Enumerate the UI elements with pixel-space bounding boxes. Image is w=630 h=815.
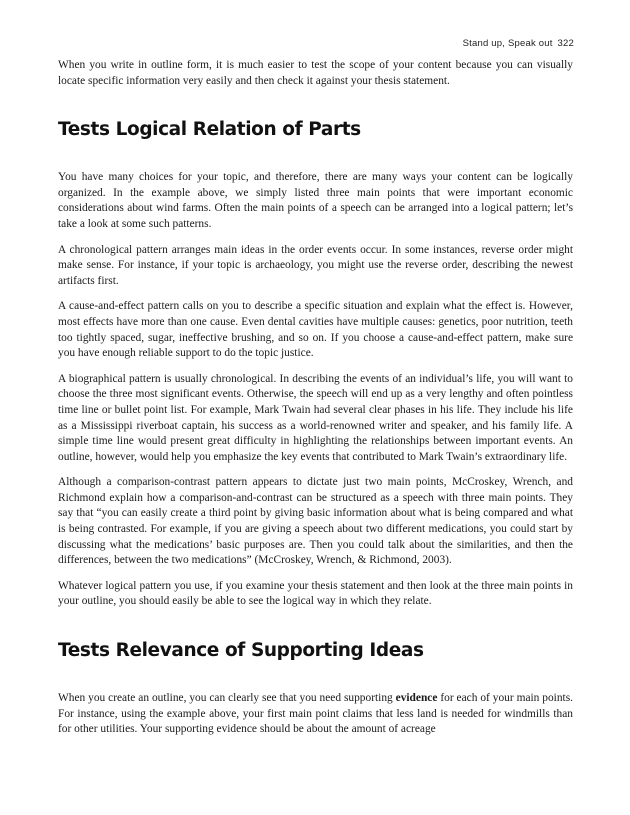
- evidence-bold-term: evidence: [395, 692, 438, 705]
- page-number: 322: [557, 38, 574, 49]
- paragraph-logical-choices: You have many choices for your topic, and therefore, there are many ways your content can be logically organized. In the example above, we simply listed three main points that were important economic considerations about wind farms. Often the main points of a speech can be arranged into a logical pattern; let’s take a look at some such patterns.: [58, 171, 573, 230]
- evidence-text-end: for each of your main points. For instance, using the example above, your first main point claims that less land is needed for windmills than for other utilities. Your supporting evidence should be about the amount of acreage: [58, 692, 573, 736]
- paragraph-cause-effect: A cause-and-effect pattern calls on you to describe a specific situation and explain what the effect is. However, most effects have more than one cause. Even dental cavities have multiple causes: genetics, poor nutrition, teeth too tightly spaced, sugar, ineffective brushing, and so on. If you choose a cause-and-effect pattern, make sure you have enough reliable support to do the topic justice.: [58, 300, 573, 360]
- intro-paragraph: When you write in outline form, it is much easier to test the scope of your content because you can visually locate specific information very easily and then check it against your thesis statement.: [58, 59, 573, 87]
- paragraph-supporting-evidence: [58, 691, 573, 738]
- paragraph-whatever-pattern: Whatever logical pattern you use, if you examine your thesis statement and then look at the three main points in your outline, you should easily be able to see the logical way in which they relate.: [58, 579, 573, 608]
- paragraph-comparison-contrast: Although a comparison-contrast pattern appears to dictate just two main points, McCroskey, Wrench, and Richmond explain how a comparison-and-contrast can be structured as a speech with three main points. They say that “you can easily create a third point by giving basic information about what is being compared and what is being contrasted. For example, if you are giving a speech about two different medications, you could start by discussing what the medications’ basic purposes are. Then you could talk about the similarities, and then the differences, between the two medications” (McCroskey, Wrench, & Richmond, 2003).: [58, 476, 573, 567]
- page-content: [58, 58, 573, 748]
- running-title: Stand up, Speak out: [462, 38, 553, 49]
- section-heading-relevance: Tests Relevance of Supporting Ideas: [58, 640, 424, 662]
- paragraph-biographical: A biographical pattern is usually chronological. In describing the events of an individual’s life, you will want to choose the three most significant events. Otherwise, the speech will end up as a very lengthy and often pointless time line or bullet point list. For example, Mark Twain had several clear phases in his life. They include his life as a Mississippi riverboat captain, his success as a world-renowned writer and speaker, and his family life. A simple time line would present great difficulty in highlighting the relationships between important events. An outline, however, would help you emphasize the key events that contributed to Mark Twain’s extraordinary life.: [58, 372, 573, 463]
- running-header: [463, 38, 574, 49]
- section-heading-logical-relation: Tests Logical Relation of Parts: [58, 119, 361, 141]
- evidence-text-start: When you create an outline, you can clearly see that you need supporting: [58, 692, 396, 705]
- paragraph-chronological: A chronological pattern arranges main ideas in the order events occur. In some instances, reverse order might make sense. For instance, if your topic is archaeology, you might use the reverse order, describing the newest artifacts first.: [58, 243, 573, 287]
